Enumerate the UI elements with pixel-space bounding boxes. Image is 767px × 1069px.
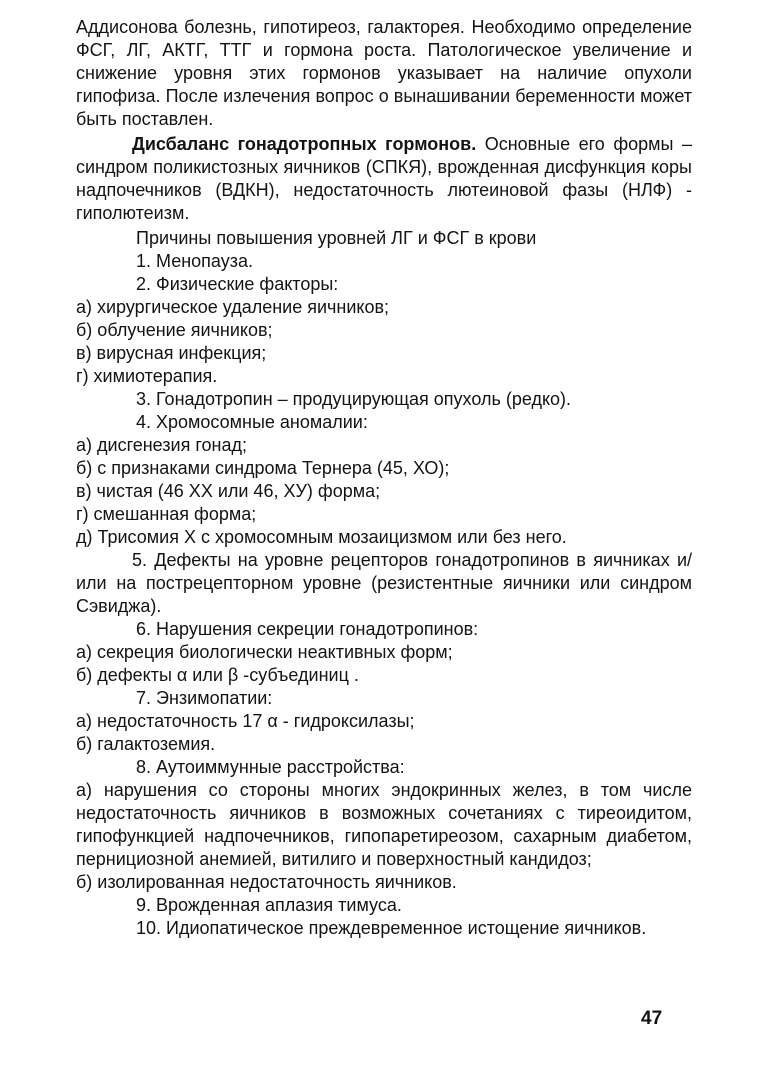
list-item: 9. Врожденная аплазия тимуса. xyxy=(136,895,402,915)
paragraph-gonadotropic-imbalance xyxy=(76,133,692,225)
sub-item: б) облучение яичников; xyxy=(76,320,273,340)
sub-item: б) галактоземия. xyxy=(76,734,216,754)
sub-item: в) вирусная инфекция; xyxy=(76,343,267,363)
list-item: 1. Менопауза. xyxy=(136,251,253,271)
list-item: 8. Аутоиммунные расстройства: xyxy=(136,757,405,777)
page-number: 47 xyxy=(641,1008,663,1029)
sub-item: а) недостаточность 17 α - гидроксилазы; xyxy=(76,711,415,731)
list-item: 5. Дефекты на уровне рецепторов гонадотропинов в яичниках и/или на пострецепторном уровне (резистентные яичники или синдром Сэвиджа). xyxy=(76,550,692,616)
sub-item: б) с признаками синдрома Тернера (45, ХО); xyxy=(76,458,450,478)
list-item: 10. Идиопатическое преждевременное истощение яичников. xyxy=(136,918,647,938)
list-item: 4. Хромосомные аномалии: xyxy=(136,412,368,432)
paragraph-heading-bold: Дисбаланс гонадотропных гормонов. xyxy=(132,134,477,154)
sub-item: а) хирургическое удаление яичников; xyxy=(76,297,390,317)
paragraph-body: Основные его формы – синдром поликистозных яичников (СПКЯ), врожденная дисфункция коры надпочечников (ВДКН), недостаточность лютеиновой фазы (НЛФ) - гиполютеизм. xyxy=(76,134,692,223)
sub-item: б) изолированная недостаточность яичников. xyxy=(76,872,457,892)
list-item: 2. Физические факторы: xyxy=(136,274,339,294)
sub-item: в) чистая (46 ХХ или 46, ХУ) форма; xyxy=(76,481,381,501)
list-item: 3. Гонадотропин – продуцирующая опухоль (редко). xyxy=(136,389,572,409)
page-text xyxy=(76,16,692,940)
list-item: 7. Энзимопатии: xyxy=(136,688,273,708)
sub-item: а) секреция биологически неактивных форм; xyxy=(76,642,453,662)
sub-item: г) смешанная форма; xyxy=(76,504,257,524)
causes-heading: Причины повышения уровней ЛГ и ФСГ в крови xyxy=(136,228,537,248)
sub-item: б) дефекты α или β -субъединиц . xyxy=(76,665,359,685)
sub-item: а) дисгенезия гонад; xyxy=(76,435,247,455)
sub-item: г) химиотерапия. xyxy=(76,366,218,386)
causes-list xyxy=(76,250,692,940)
sub-item: д) Трисомия Х с хромосомным мозаицизмом или без него. xyxy=(76,527,567,547)
paragraph-addison: Аддисонова болезнь, гипотиреоз, галакторея. Необходимо определение ФСГ, ЛГ, АКТГ, ТТГ и гормона роста. Патологическое увеличение и снижение уровня этих гормонов указывает на наличие опухоли гипофиза. После излечения вопрос о вынашивании беременности может быть поставлен. xyxy=(76,17,692,129)
list-item: 6. Нарушения секреции гонадотропинов: xyxy=(136,619,479,639)
sub-item: а) нарушения со стороны многих эндокринных желез, в том числе недостаточность яичников в возможных сочетаниях с тиреоидитом, гипофункцией надпочечников, гипопаретиреозом, сахарным диабетом, пернициозной анемией, витилиго и поверхностный кандидоз; xyxy=(76,780,692,869)
